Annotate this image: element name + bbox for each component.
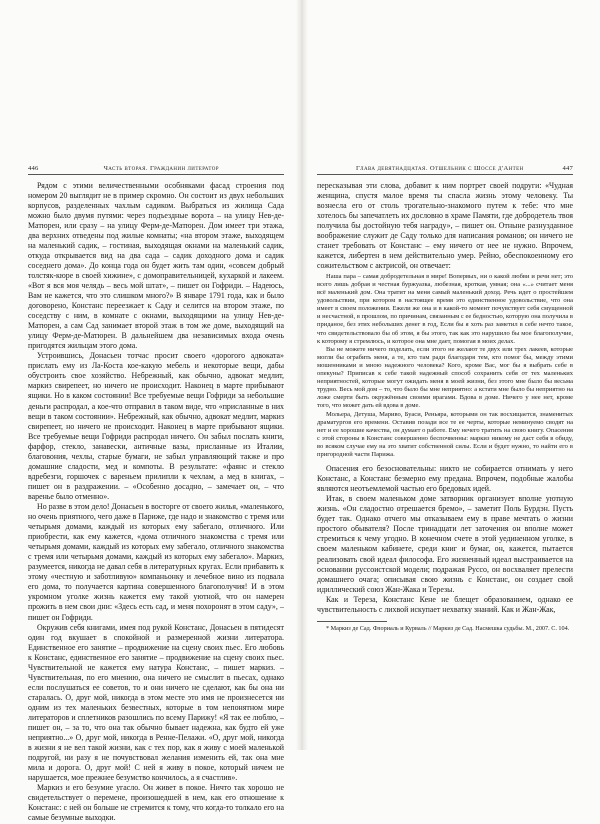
left-paragraph-3: Но разве в этом дело! Донасьен в восторге от своего жилья, «маленького, но очень приятного, чего даже в Париже, где надо и знакомство с тремя или четырьмя домами, каждый из которых ему забегало, отличного. Или приобрести, как ему кажется, «дома отличного знакомства с тремя или четырьмя домами, каждый из которых ему забегало, отличного знакомства с тремя или четырьмя домами, каждый из которых ему забегало». Маркиз, разумеется, никогда не давал себя в литературных кругах. Если прибавить к этому «честную и заботливую» компаньонку и лечебное вино из подвала его дома, то получается картина совершенного благополучия! И в этом укромном уголке жизнь кажется ему такой уютной, что он намерен прожить в нем свои дни: «Здесь есть сад, и меня похоронят в этом саду», – пишет он Гофриди. [28, 502, 285, 622]
quote-paragraph-1: Наша пара – самая добродетельная в мире! Вопервых, ни о какой любви и речи нет; это всего лишь добрая и честная буржуазка, любезная, кроткая, умная; она «...» считает меня всё маленький дом. Она тратит на меня самый маленький доход. Речь идет о простейшем удовольствии, при котором в настоящее время это единственное удовольствие, что она имеет в своем положении. Ежели же она и в какой-то момент почувствует себя смущенной и несчастной, в прошлом, по причинам, связанным с ее бедностью, которую она получила в приданое, без этих небольших денег в год, Если бы я хоть раз заметил в себе нечто такое, что свидетельствовало бы об этом, я бы этого, так как это нарушило бы мое благополучие, к которому я стремлюсь, и которое она мне дает, помогая в моих делах. [317, 272, 573, 345]
left-page [28, 165, 284, 824]
right-running-head [317, 165, 573, 175]
right-body-text-lower [317, 464, 573, 615]
right-body-text [317, 181, 573, 271]
book-gutter [296, 0, 308, 750]
left-running-title: Часть вторая. Гражданин литератор [103, 165, 219, 172]
quote-paragraph-2: Вы не можете ничего поделать, если этого не желают те двух или трех лакеев, которые могли бы ограбить меня, а те, кто там ради благодаря тем, кто помог бы, между этими мошенниками и мною надежного человека? Кого, кроме Вас, мог бы я выбрать себе в опекуны? Приписав к себе такой надежный способ сохранить себя от тех маленьких неприятностей, которые могут ожидать меня в моей жизни, без этого мне было бы весьма трудно. Весь мой дом – то, что было бы мне неприятно: а кстати мне было бы неприятно на ложе смерти быть окружённым своими врагами. Вдова в доме. Ничего у нее нет, кроме того, что может дать ей вдова в доме. [317, 345, 573, 410]
right-paragraph-2: Опасения его безосновательны: никто не собирается отнимать у него Констанс, а Констанс безмерно ему предана. Впрочем, подобные жалобы являются неотъемлемой частью его бредовых идей. [317, 464, 573, 494]
right-page-number: 447 [562, 165, 573, 172]
footnote-rule [317, 621, 387, 622]
left-body-text [28, 181, 284, 824]
left-paragraph-1: Рядом с этими величественными особняками фасад строения под номером 20 выглядит не в пример скромно. Он состоит из двух небольших корпусов, разделенных чахлым садиком. Выбраться из жилища Сада можно было двумя путями: через подъездные ворота – на улицу Нев-де-Матюрен, или сразу – на улицу Ферм-де-Матюрен. Дом имеет три этажа, два верхних отведены под жилые комнаты; «на втором этаже, выходящем на маленький садик, – гостиная, выходящая окнами на маленький садик, откуда открывается вид на два сада – садик доходного дома и садик соседнего дома». До конца года он будет жить там один, «совсем добрый толстяк-кюре в своей хижине», с домоправительницей, кухаркой и лакеем. «Вот я вся моя челядь – весь мой штат», – пишет он Гофриди. – Надеюсь, Вам не кажется, что это слишком много?» В январе 1791 года, как и было договорено, Констанс переезжает к Саду и селится на втором этаже, по соседству с ним, в комнате с окнами, выходящими на улицу Нев-де-Матюрен, а сам Сад занимает второй этаж в том же доме, выходящий на улицу Ферм-де-Матюрен. В дальнейшем два независимых входа очень пригодятся жильцам этого дома. [28, 180, 284, 351]
left-paragraph-4: Окружив себя книгами, имея под рукой Констанс, Донасьен в пятидесят один год вкушает в спокойной и размеренной жизни литератора. Единственное его занятие – продвижение на сцену своих пьес. Его любовь к Констанс, единственное его занятие – продвижение на сцену своих пьес. Чувствительной не кажется ему натура Констанс, – пишет маркиз. – Чувствительная, по его мнению, она ничего не смыслит в пьесах, однако если послушаться ее советов, то и они ничего не сделают, как бы она ни старалась. О, друг мой, никогда в этом месте это имя не произнесется ни одним из тех маленьких безвестных, которые в том непонятном мире литераторов и сплетников разошлись по всему Парижу! «Я так ее люблю, – пишет он, – за то, что она так обычно бывает надежна, как будто ей уже неприятно...» О, друг мой, никогда в Ренне-Пелажи. «О, друг мой, никогда в жизни я не вел такой жизни, как с тех пор, как я живу с моей маленькой подругой, ни разу я не почувствовал желания изменить ей, так она мне мила и дорога. О, друг мой! С ней я живу в покое, который ничем не нарушается, мое прежнее безумство кончилось, а я счастлив». [28, 622, 284, 783]
left-page-number: 446 [28, 165, 39, 172]
left-running-head [28, 165, 284, 175]
quote-paragraph-3: Мольера, Детуша, Мариво, Буаси, Реньяра, которыми он так восхищается, знаменитых драматургов его времени. Оставив позади все те ее черты, которые неминуемо сводят на нет и ее хорошие качества, он думает о работе. Ему нечего тратить на свою книгу. Опасения с этой стороны в Констанс совершенно беспочвенны: маркиз никому не даст себя в обиду, во всяком случае ему на это хватит собственной силы. Если и будет нужно, то найти его в пригородной части Парижа. [317, 410, 573, 458]
right-paragraph-1: пересказывая эти слова, добавит к ним портрет своей подруги: «Чудная женщина, спустя малое время ты спасла жизнь этому человеку. Ты вознесла его от столь трогательно-знакомого путем к тебе: что мне хотелось бы запечатлеть их дословно в храме Памяти, где добродетель твоя получила бы достойную тебя награду», – пишет он. Отныне разнузданное воображение служит де Саду только для написания романов; он ничего не станет требовать от Констанс – ему ничего от нее не нужно. Впрочем, кажется, либертен в нем действительно умер. Рейно, обеспокоенному его сожительством с актрисой, он отвечает: [317, 180, 573, 270]
footnote: * Маркиз де Сад. Флориаль и Курваль // Маркиз де Сад. Насмешка судьбы. М., 2007. С. 104. [326, 624, 570, 632]
left-paragraph-2: Устроившись, Донасьен тотчас просит своего «дорогого адвоката» прислать ему из Ла-Коста кое-какую мебель и некоторые вещи, дабы обустроить свое хозяйство. Небрежный, как обычно, адвокат медлит, маркиз свирепеет, но ничего не происходит. Наконец в марте прибывают ящики. Но в каком состоянии! Все требуемые вещи Гофриди за небольшие деньги распродал, а кое-что отправил в таком виде, что «присланные в них вещи в таком состоянии». Небрежный, как обычно, адвокат медлит, маркиз свирепеет, но ничего не происходит. Наконец в марте прибывают ящики. Все требуемые вещи Гофриди распродал ничего. Он забыл послать книги, фарфор, стекло, занавески, античные вазы, присланные из Италии, благовония, чехлы, старые бумаги, не забыл управляющий также и про домашние сладости, мед и компоты. В результате: «фаянс и стекло вдребезги, горшочек с вареньем прилипли к чехлам, а мед в книгах, – пишет он в раздражении. – «Особенно досадно, – замечает он, – что варенье было отменно». [28, 351, 284, 501]
right-paragraph-4: Как и Тереза, Констанс Кене не блещет образованием, однако ее чувствительность с лихвой искупает нехватку знаний. Как и Жан-Жак, [317, 594, 573, 614]
right-page [317, 165, 573, 632]
right-paragraph-3: Итак, в своем маленьком доме затворник организует вполне уютную жизнь. «Он сладостно отрешается бремо», – заметит Поль Бурдэн. Пусть будет так. Однако отчего мы отказываем ему в праве мечтать о жизни простого обывателя? После тринадцати лет заточения он вполне может стремиться к чему угодно. В конечном счете в этой уединенном уголке, в своем маленьком кабинете, среди книг и бумаг, он, кажется, пытается реализовать свой идеал философа. Его жизненный идеал выстраивается на основании руссоистской модели; подражая Руссо, он восхваляет прелести домашнего очага; описывая свою жизнь с Констанс, он создает свой идиллический союз Жан-Жака и Терезы. [317, 494, 573, 594]
left-paragraph-5: Маркиз и его безумие угасло. Он живет в покое. Ничто так хорошо не свидетельствует о перемене, произошедшей в нем, как его отношение к Констанс: с ней он больше не стремится к тому, что когда-то толкало его на самые безумные выходки. [28, 783, 284, 823]
right-running-title: Глава девятнадцатая. Отшельник с Шоссе д'Антен [355, 165, 524, 172]
letter-quote [317, 273, 573, 459]
